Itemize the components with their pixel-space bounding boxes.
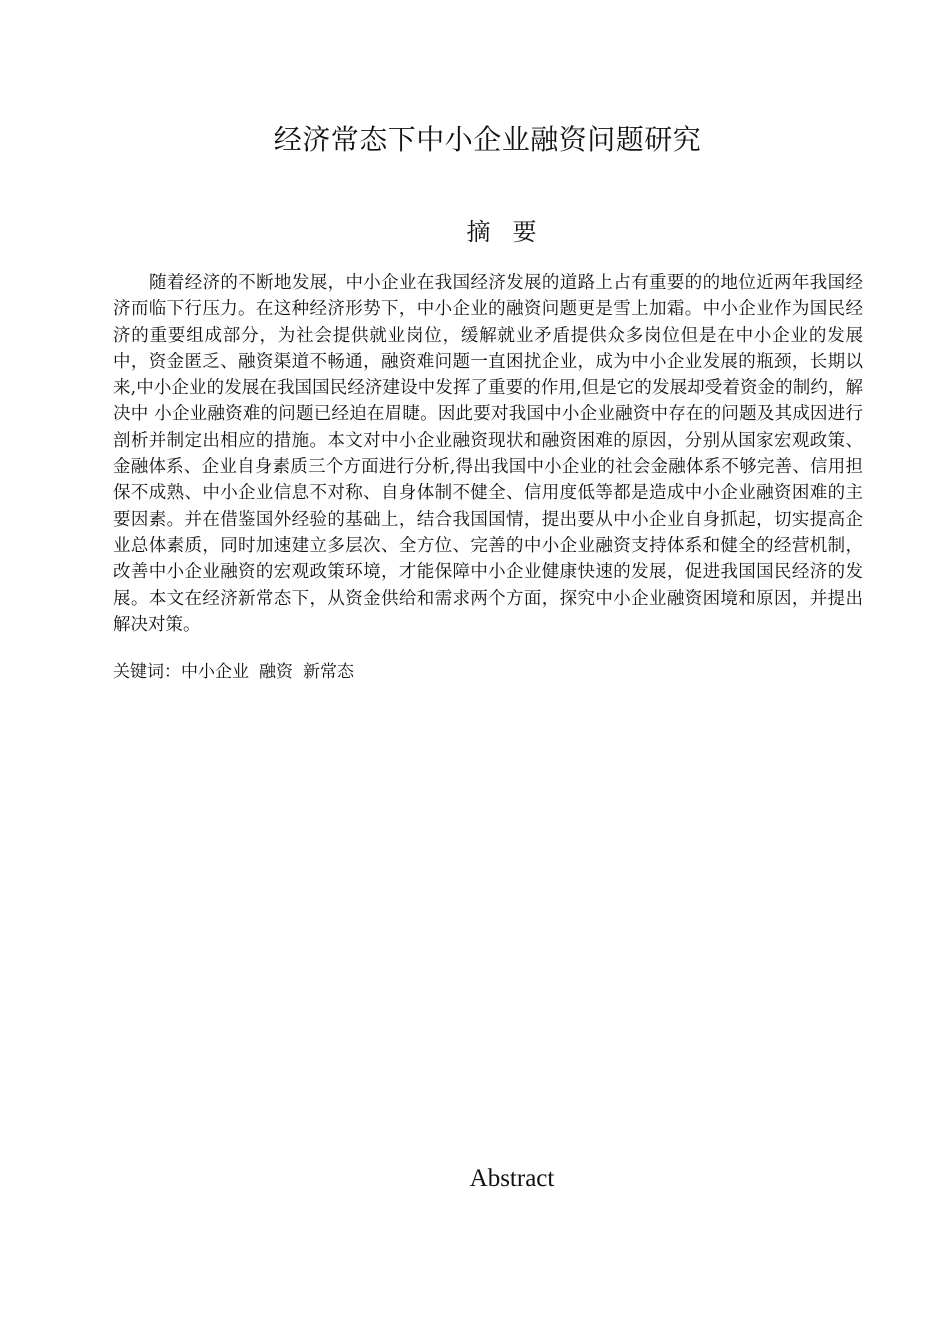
abstract-heading: 摘要 <box>466 218 559 246</box>
abstract-paragraph: 随着经济的不断地发展，中小企业在我国经济发展的道路上占有重要的的地位近两年我国经济而临下行压力。在这种经济形势下，中小企业的融资问题更是雪上加霜。中小企业作为国民经济的重要组成部分，为社会提供就业岗位，缓解就业矛盾提供众多岗位但是在中小企业的发展中，资金匿乏、融资渠道不畅通，融资难问题一直困扰企业，成为中小企业发展的瓶颈，长期以来,中小企业的发展在我国国民经济建设中发挥了重要的作用,但是它的发展却受着资金的制约，解决中 小企业融资难的问题已经迫在眉睫。因此要对我国中小企业融资中存在的问题及其成因进行剖析并制定出相应的措施。本文对中小企业融资现状和融资困难的原因，分别从国家宏观政策、金融体系、企业自身素质三个方面进行分析,得出我国中小企业的社会金融体系不够完善、信用担保不成熟、中小企业信息不对称、自身体制不健全、信用度低等都是造成中小企业融资困难的主要因素。并在借鉴国外经验的基础上，结合我国国情，提出要从中小企业自身抓起，切实提高企业总体素质，同时加速建立多层次、全方位、完善的中小企业融资支持体系和健全的经营机制，改善中小企业融资的宏观政策环境，才能保障中小企业健康快速的发展，促进我国国民经济的发展。本文在经济新常态下，从资金供给和需求两个方面，探究中小企业融资困境和原因，并提出解决对策。 <box>113 273 863 635</box>
keyword-item: 融资 <box>259 662 293 682</box>
english-abstract-heading: Abstract <box>469 1165 555 1192</box>
keyword-item: 新常态 <box>303 662 354 682</box>
keywords-label: 关键词： <box>113 662 181 682</box>
keyword-item: 中小企业 <box>181 662 249 682</box>
paper-title: 经济常态下中小企业融资问题研究 <box>273 123 702 156</box>
keywords-line <box>113 658 863 686</box>
